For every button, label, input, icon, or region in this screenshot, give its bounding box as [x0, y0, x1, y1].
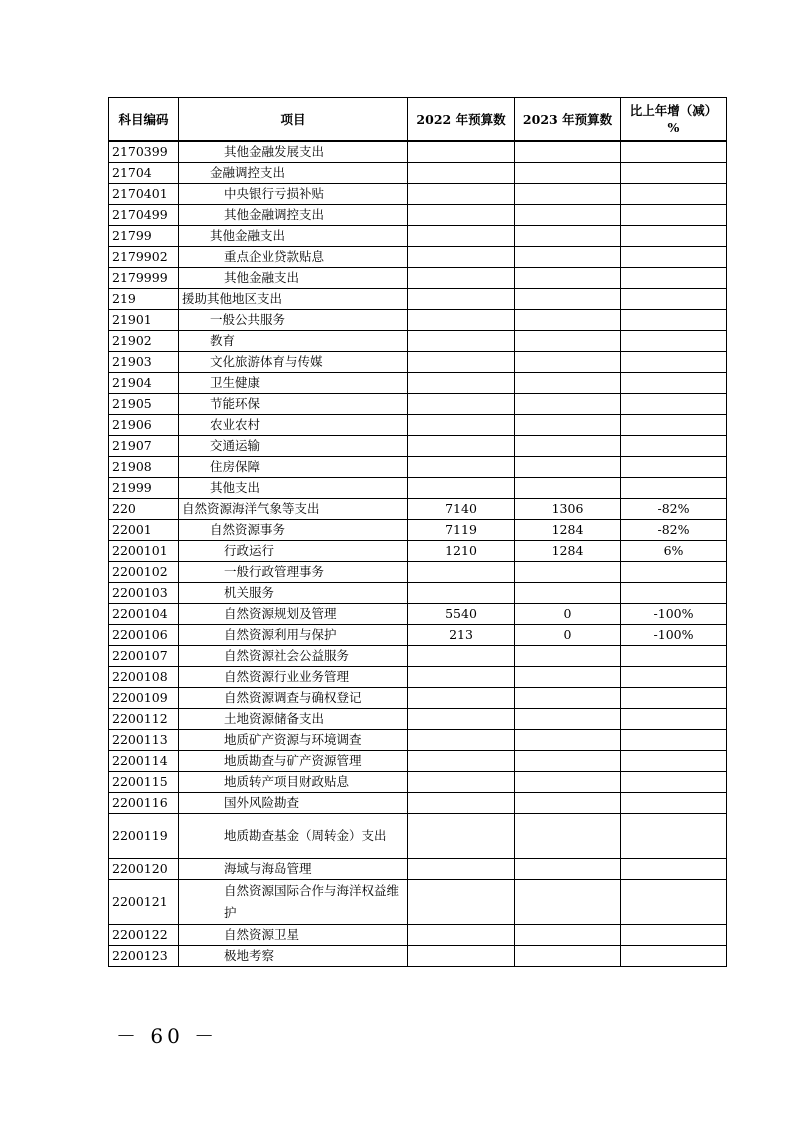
- cell-2023: [515, 880, 621, 925]
- cell-2022: [408, 478, 515, 499]
- cell-code: 2200107: [109, 646, 179, 667]
- cell-change: [621, 352, 727, 373]
- cell-2022: [408, 415, 515, 436]
- cell-change: [621, 415, 727, 436]
- cell-2023: [515, 583, 621, 604]
- cell-change: [621, 688, 727, 709]
- cell-2022: 7140: [408, 499, 515, 520]
- cell-2022: [408, 163, 515, 184]
- table-row: [109, 268, 727, 289]
- table-row: [109, 751, 727, 772]
- cell-2023: [515, 562, 621, 583]
- cell-code: 2200123: [109, 946, 179, 967]
- cell-2023: [515, 247, 621, 268]
- cell-change: [621, 247, 727, 268]
- cell-item: 一般公共服务: [179, 310, 408, 331]
- cell-code: 21901: [109, 310, 179, 331]
- cell-2022: [408, 184, 515, 205]
- cell-change: -82%: [621, 520, 727, 541]
- cell-item: 其他金融支出: [179, 226, 408, 247]
- cell-2022: [408, 373, 515, 394]
- cell-2022: [408, 457, 515, 478]
- cell-change: [621, 772, 727, 793]
- cell-code: 22001: [109, 520, 179, 541]
- cell-2023: [515, 310, 621, 331]
- cell-2023: 1284: [515, 520, 621, 541]
- cell-2022: [408, 205, 515, 226]
- cell-2023: [515, 289, 621, 310]
- cell-change: [621, 646, 727, 667]
- cell-code: 2179999: [109, 268, 179, 289]
- cell-2022: [408, 394, 515, 415]
- table-row: [109, 946, 727, 967]
- cell-2023: [515, 205, 621, 226]
- table-row: [109, 604, 727, 625]
- cell-2023: 1306: [515, 499, 621, 520]
- cell-2023: [515, 688, 621, 709]
- table-row: [109, 859, 727, 880]
- cell-change: [621, 310, 727, 331]
- cell-code: 21903: [109, 352, 179, 373]
- table-row: [109, 541, 727, 562]
- table-row: [109, 436, 727, 457]
- cell-2022: [408, 667, 515, 688]
- cell-code: 2200108: [109, 667, 179, 688]
- cell-2023: [515, 925, 621, 946]
- page-number: － 60 －: [116, 1024, 219, 1048]
- cell-2023: [515, 478, 621, 499]
- cell-item: 自然资源国际合作与海洋权益维护: [179, 880, 408, 925]
- cell-2022: [408, 793, 515, 814]
- cell-2023: [515, 141, 621, 163]
- cell-change: [621, 667, 727, 688]
- cell-code: 21799: [109, 226, 179, 247]
- cell-code: 2200103: [109, 583, 179, 604]
- cell-item: 自然资源调查与确权登记: [179, 688, 408, 709]
- cell-item: 重点企业贷款贴息: [179, 247, 408, 268]
- cell-2023: [515, 415, 621, 436]
- table-row: [109, 520, 727, 541]
- cell-code: 219: [109, 289, 179, 310]
- cell-2022: [408, 646, 515, 667]
- cell-code: 21704: [109, 163, 179, 184]
- cell-2023: [515, 436, 621, 457]
- cell-item: 自然资源行业业务管理: [179, 667, 408, 688]
- cell-item: 行政运行: [179, 541, 408, 562]
- header-change: 比上年增（减）%: [621, 98, 727, 142]
- cell-code: 2179902: [109, 247, 179, 268]
- cell-2022: [408, 289, 515, 310]
- cell-2022: [408, 247, 515, 268]
- table-row: [109, 205, 727, 226]
- cell-change: [621, 394, 727, 415]
- cell-2023: 0: [515, 625, 621, 646]
- cell-code: 2200109: [109, 688, 179, 709]
- cell-2022: [408, 352, 515, 373]
- cell-item: 自然资源事务: [179, 520, 408, 541]
- table-row: [109, 646, 727, 667]
- cell-item: 土地资源储备支出: [179, 709, 408, 730]
- cell-change: [621, 457, 727, 478]
- cell-2023: [515, 667, 621, 688]
- cell-2022: [408, 814, 515, 859]
- cell-item: 一般行政管理事务: [179, 562, 408, 583]
- cell-change: -100%: [621, 625, 727, 646]
- header-code: 科目编码: [109, 98, 179, 142]
- cell-2022: [408, 880, 515, 925]
- table-body: [109, 141, 727, 967]
- cell-2022: [408, 751, 515, 772]
- cell-change: [621, 141, 727, 163]
- table-row: [109, 310, 727, 331]
- cell-code: 21902: [109, 331, 179, 352]
- cell-code: 2200122: [109, 925, 179, 946]
- cell-item: 援助其他地区支出: [179, 289, 408, 310]
- cell-code: 2200112: [109, 709, 179, 730]
- table-header-row: [109, 98, 727, 142]
- cell-2023: [515, 184, 621, 205]
- cell-2023: 1284: [515, 541, 621, 562]
- cell-2022: 7119: [408, 520, 515, 541]
- cell-change: [621, 709, 727, 730]
- cell-item: 卫生健康: [179, 373, 408, 394]
- cell-change: [621, 925, 727, 946]
- cell-item: 文化旅游体育与传媒: [179, 352, 408, 373]
- cell-code: 2200116: [109, 793, 179, 814]
- cell-change: [621, 946, 727, 967]
- table-row: [109, 394, 727, 415]
- table-row: [109, 331, 727, 352]
- cell-change: [621, 331, 727, 352]
- table-row: [109, 730, 727, 751]
- cell-code: 2200102: [109, 562, 179, 583]
- cell-2022: [408, 268, 515, 289]
- table-row: [109, 289, 727, 310]
- cell-item: 自然资源社会公益服务: [179, 646, 408, 667]
- table-row: [109, 478, 727, 499]
- cell-change: [621, 814, 727, 859]
- cell-2023: [515, 814, 621, 859]
- cell-2022: [408, 310, 515, 331]
- cell-item: 其他金融支出: [179, 268, 408, 289]
- cell-2023: [515, 772, 621, 793]
- cell-2022: [408, 226, 515, 247]
- table-row: [109, 688, 727, 709]
- cell-item: 地质勘查与矿产资源管理: [179, 751, 408, 772]
- cell-code: 2170499: [109, 205, 179, 226]
- cell-item: 教育: [179, 331, 408, 352]
- cell-item: 地质转产项目财政贴息: [179, 772, 408, 793]
- cell-code: 2200106: [109, 625, 179, 646]
- table-row: [109, 373, 727, 394]
- cell-change: [621, 205, 727, 226]
- cell-2023: [515, 646, 621, 667]
- cell-change: [621, 163, 727, 184]
- table-row: [109, 667, 727, 688]
- table-row: [109, 814, 727, 859]
- cell-2023: [515, 457, 621, 478]
- cell-change: [621, 226, 727, 247]
- cell-code: 2200120: [109, 859, 179, 880]
- cell-2022: 213: [408, 625, 515, 646]
- cell-code: 2200119: [109, 814, 179, 859]
- table-row: [109, 415, 727, 436]
- cell-2022: [408, 925, 515, 946]
- cell-2023: [515, 226, 621, 247]
- cell-2023: [515, 946, 621, 967]
- cell-code: 2200114: [109, 751, 179, 772]
- cell-2022: [408, 583, 515, 604]
- cell-item: 极地考察: [179, 946, 408, 967]
- cell-code: 2200115: [109, 772, 179, 793]
- cell-2022: [408, 141, 515, 163]
- cell-2023: [515, 163, 621, 184]
- table-row: [109, 880, 727, 925]
- cell-change: -82%: [621, 499, 727, 520]
- cell-2023: [515, 394, 621, 415]
- cell-change: [621, 859, 727, 880]
- table-row: [109, 352, 727, 373]
- cell-2022: [408, 772, 515, 793]
- cell-code: 21906: [109, 415, 179, 436]
- cell-2022: [408, 709, 515, 730]
- table-row: [109, 562, 727, 583]
- header-2023: 2023 年预算数: [515, 98, 621, 142]
- cell-2023: [515, 859, 621, 880]
- cell-item: 自然资源海洋气象等支出: [179, 499, 408, 520]
- table-row: [109, 499, 727, 520]
- cell-change: [621, 562, 727, 583]
- cell-item: 自然资源规划及管理: [179, 604, 408, 625]
- cell-item: 地质矿产资源与环境调查: [179, 730, 408, 751]
- cell-2023: [515, 373, 621, 394]
- cell-code: 21904: [109, 373, 179, 394]
- table-row: [109, 247, 727, 268]
- cell-code: 21999: [109, 478, 179, 499]
- cell-change: [621, 478, 727, 499]
- table-row: [109, 184, 727, 205]
- cell-code: 2200101: [109, 541, 179, 562]
- cell-code: 2170399: [109, 141, 179, 163]
- cell-change: [621, 268, 727, 289]
- cell-2023: [515, 751, 621, 772]
- cell-code: 2200121: [109, 880, 179, 925]
- cell-2022: [408, 859, 515, 880]
- cell-2023: [515, 352, 621, 373]
- cell-2022: [408, 436, 515, 457]
- cell-2022: 5540: [408, 604, 515, 625]
- cell-change: [621, 730, 727, 751]
- cell-item: 地质勘查基金（周转金）支出: [179, 814, 408, 859]
- cell-2022: [408, 688, 515, 709]
- cell-item: 自然资源卫星: [179, 925, 408, 946]
- cell-change: [621, 436, 727, 457]
- cell-2023: [515, 709, 621, 730]
- cell-2022: [408, 331, 515, 352]
- cell-item: 交通运输: [179, 436, 408, 457]
- cell-code: 21907: [109, 436, 179, 457]
- cell-code: 2200104: [109, 604, 179, 625]
- cell-code: 21908: [109, 457, 179, 478]
- cell-change: [621, 880, 727, 925]
- cell-item: 农业农村: [179, 415, 408, 436]
- cell-item: 机关服务: [179, 583, 408, 604]
- cell-change: [621, 793, 727, 814]
- table-row: [109, 583, 727, 604]
- cell-item: 金融调控支出: [179, 163, 408, 184]
- cell-item: 自然资源利用与保护: [179, 625, 408, 646]
- table-row: [109, 625, 727, 646]
- cell-item: 中央银行亏损补贴: [179, 184, 408, 205]
- cell-2023: [515, 793, 621, 814]
- cell-item: 其他金融发展支出: [179, 141, 408, 163]
- table-row: [109, 772, 727, 793]
- table-row: [109, 925, 727, 946]
- cell-2022: 1210: [408, 541, 515, 562]
- cell-change: 6%: [621, 541, 727, 562]
- table-row: [109, 793, 727, 814]
- table-row: [109, 709, 727, 730]
- cell-code: 220: [109, 499, 179, 520]
- cell-2023: [515, 331, 621, 352]
- cell-change: [621, 289, 727, 310]
- cell-item: 其他金融调控支出: [179, 205, 408, 226]
- header-item: 项目: [179, 98, 408, 142]
- table-row: [109, 141, 727, 163]
- cell-2022: [408, 730, 515, 751]
- table-row: [109, 163, 727, 184]
- budget-table: [108, 97, 727, 967]
- cell-2022: [408, 946, 515, 967]
- cell-item: 住房保障: [179, 457, 408, 478]
- cell-item: 海域与海岛管理: [179, 859, 408, 880]
- cell-change: [621, 583, 727, 604]
- cell-change: [621, 373, 727, 394]
- cell-code: 2170401: [109, 184, 179, 205]
- table-row: [109, 226, 727, 247]
- cell-item: 其他支出: [179, 478, 408, 499]
- cell-2022: [408, 562, 515, 583]
- cell-item: 国外风险勘查: [179, 793, 408, 814]
- table-row: [109, 457, 727, 478]
- cell-code: 2200113: [109, 730, 179, 751]
- cell-change: [621, 751, 727, 772]
- cell-change: [621, 184, 727, 205]
- cell-code: 21905: [109, 394, 179, 415]
- cell-2023: 0: [515, 604, 621, 625]
- cell-2023: [515, 268, 621, 289]
- cell-item: 节能环保: [179, 394, 408, 415]
- header-2022: 2022 年预算数: [408, 98, 515, 142]
- cell-change: -100%: [621, 604, 727, 625]
- cell-2023: [515, 730, 621, 751]
